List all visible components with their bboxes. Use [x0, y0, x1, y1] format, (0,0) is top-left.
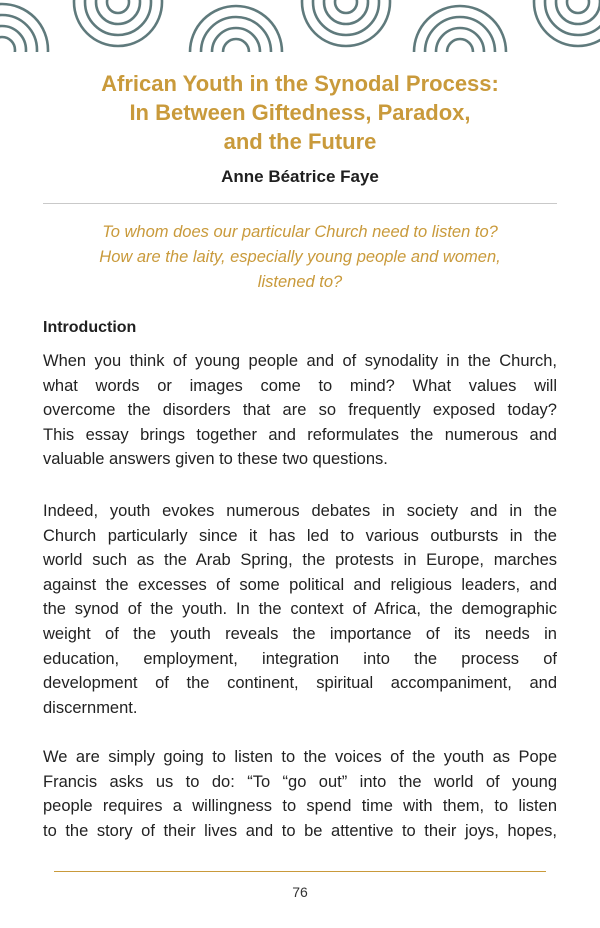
page-number: 76: [292, 884, 308, 900]
epigraph: [0, 220, 600, 295]
paragraph-1: [43, 349, 557, 472]
text-line: development of the continent, spiritual accompaniment, and: [43, 674, 557, 693]
text-line: people requires a willingness to spend time with them, to listen: [43, 797, 557, 816]
arc-group-5: [414, 6, 506, 52]
text-line: education, employment, integration into the process of: [43, 649, 557, 668]
text-line: valuable answers given to these two questions.: [43, 450, 388, 469]
section-heading: Introduction: [43, 319, 137, 336]
arc-group-6: [534, 0, 600, 46]
text-line: We are simply going to listen to the voices of the youth as Pope: [43, 748, 557, 766]
epigraph-line: listened to?: [257, 273, 343, 291]
epigraph-line: How are the laity, especially young people and women,: [99, 248, 501, 266]
epigraph-line: To whom does our particular Church need to listen to?: [102, 223, 498, 241]
text-line: overcome the disorders that are so frequently exposed today?: [43, 401, 557, 420]
arc-group-1: [0, 4, 48, 52]
paragraph-2: [43, 499, 557, 720]
title-line: and the Future: [223, 129, 377, 154]
text-line: Indeed, youth evokes numerous debates in society and in the: [43, 502, 557, 520]
text-line: Church particularly since it has led to various outbursts in the: [43, 526, 557, 545]
arc-group-3: [190, 6, 282, 52]
text-line: world such as the Arab Spring, the protests in Europe, marches: [43, 551, 557, 570]
text-line: to the story of their lives and to be attentive to their joys, hopes,: [43, 821, 557, 840]
decorative-arc-banner: [0, 0, 600, 52]
divider: [43, 203, 557, 204]
text-line: against the excesses of some political and religious leaders, and: [43, 575, 557, 594]
text-line: This essay brings together and reformulates the numerous and: [43, 425, 557, 444]
article-title: [0, 69, 600, 156]
text-line: When you think of young people and of synodality in the Church,: [43, 352, 557, 370]
arc-group-2: [74, 0, 162, 46]
title-line: African Youth in the Synodal Process:: [101, 71, 499, 96]
text-line: the synod of the youth. In the context of Africa, the demographic: [43, 600, 557, 619]
text-line: weight of the youth reveals the importance of its needs in: [43, 624, 557, 643]
title-line: In Between Giftedness, Paradox,: [129, 100, 471, 125]
author-name: Anne Béatrice Faye: [221, 167, 379, 186]
arc-group-4: [302, 0, 390, 46]
text-line: discernment.: [43, 698, 138, 717]
paragraph-3: [43, 745, 557, 843]
text-line: what words or images come to mind? What values will: [43, 376, 557, 395]
footer-divider: [54, 871, 546, 872]
text-line: Francis asks us to do: “To “go out” into the world of young: [43, 772, 557, 791]
